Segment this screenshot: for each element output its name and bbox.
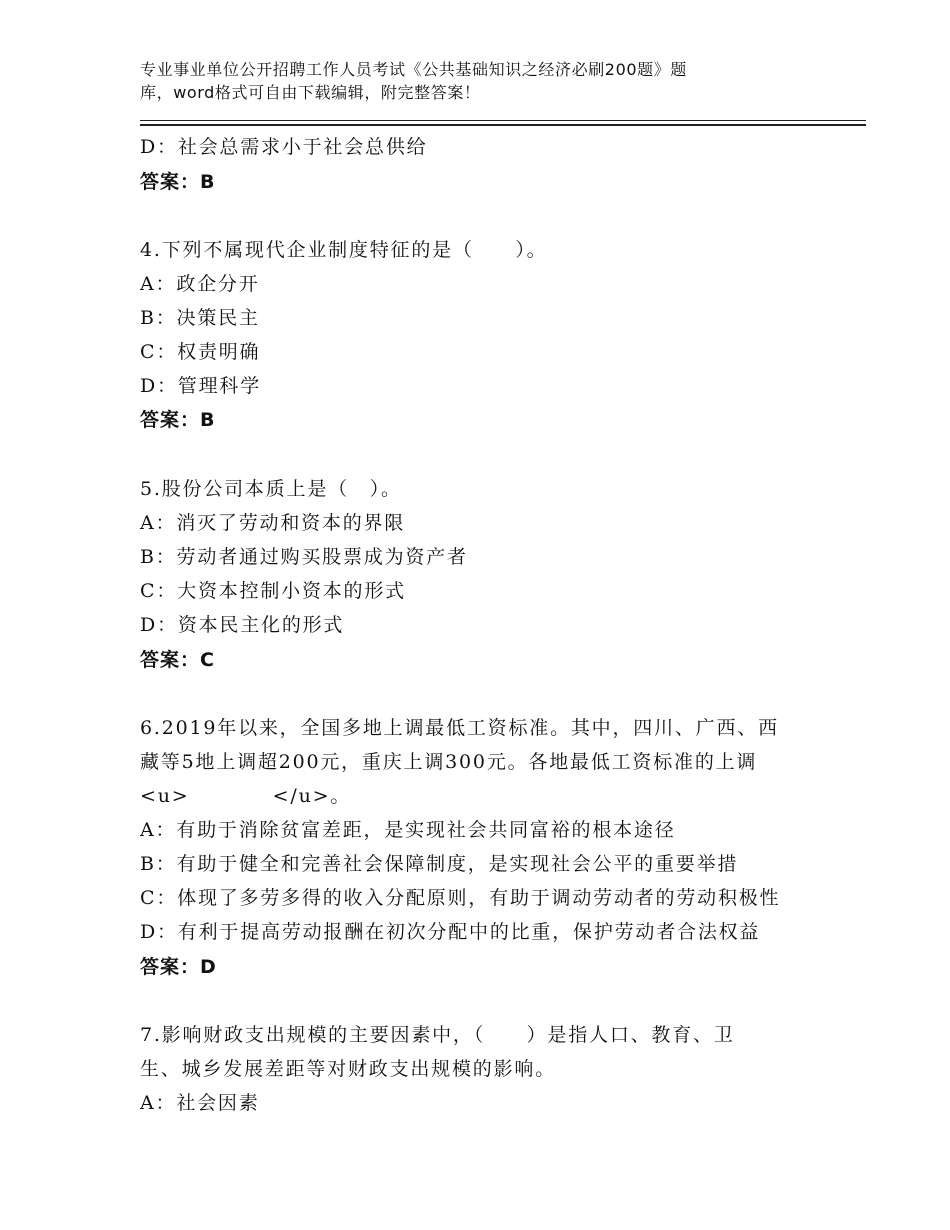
answer: 答案：B (140, 171, 216, 193)
option-c: C：权责明确 (140, 341, 261, 363)
option-a: A：消灭了劳动和资本的界限 (140, 512, 406, 534)
option-b: B：劳动者通过购买股票成为资产者 (140, 546, 468, 568)
question-stem-line: <u> </u>。 (140, 785, 352, 807)
option-c: C：大资本控制小资本的形式 (140, 580, 406, 602)
question-stem: 4.下列不属现代企业制度特征的是（ ）。 (140, 239, 548, 261)
question-stem-line: 生、城乡发展差距等对财政支出规模的影响。 (140, 1058, 557, 1080)
answer: 答案：D (140, 956, 217, 978)
option-d: D：社会总需求小于社会总供给 (140, 136, 428, 158)
option-a: A：有助于消除贫富差距，是实现社会共同富裕的根本途径 (140, 819, 676, 841)
header-line-1: 专业事业单位公开招聘工作人员考试《公共基础知识之经济必刷200题》题 (140, 60, 687, 79)
option-d: D：有利于提高劳动报酬在初次分配中的比重，保护劳动者合法权益 (140, 921, 761, 943)
header-divider-thick (140, 124, 866, 126)
answer: 答案：B (140, 409, 216, 431)
option-d: D：资本民主化的形式 (140, 614, 345, 636)
option-c: C：体现了多劳多得的收入分配原则，有助于调动劳动者的劳动积极性 (140, 887, 781, 909)
option-d: D：管理科学 (140, 375, 262, 397)
header-divider (140, 120, 866, 121)
answer: 答案：C (140, 649, 215, 671)
header-line-2: 库，word格式可自由下载编辑，附完整答案！ (140, 83, 481, 102)
question-stem-line: 6.2019年以来，全国多地上调最低工资标准。其中，四川、广西、西 (140, 717, 779, 739)
question-stem-line: 7.影响财政支出规模的主要因素中，（ ）是指人口、教育、卫 (140, 1024, 735, 1046)
question-stem: 5.股份公司本质上是（ ）。 (140, 478, 402, 500)
option-b: B：有助于健全和完善社会保障制度，是实现社会公平的重要举措 (140, 853, 739, 875)
option-a: A：政企分开 (140, 273, 260, 295)
question-stem-line: 藏等5地上调超200元，重庆上调300元。各地最低工资标准的上调 (140, 751, 758, 773)
option-a: A：社会因素 (140, 1092, 260, 1114)
option-b: B：决策民主 (140, 307, 260, 329)
